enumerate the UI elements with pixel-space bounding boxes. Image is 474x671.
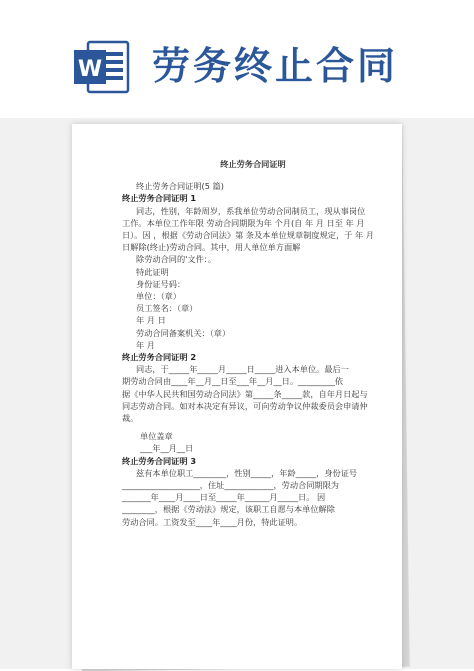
section1-line: 除劳动合同的'文件：。 [136,254,217,265]
section2-line: 同志劳动合同。如对本决定有异议，可向劳动争议仲裁委员会申请仲 [122,400,368,411]
section2-line: 期劳动合同由____年__月__日至___年__月__日。_________依 [122,376,344,387]
section-heading-1: 终止劳务合同证明 1 [122,193,197,204]
section-heading-3: 终止劳务合同证明 3 [122,455,197,466]
section3-line: 兹有本单位职工________，性别_____，年龄_____，身份证号 [136,467,358,478]
section2-line: 裁。 [122,413,139,424]
section1-line: 年 月 日 [136,315,166,326]
section3-line: 劳动合同。工资发至____年____月份，特此证明。 [122,516,303,527]
section3-line: ________，根据《劳动法》规定，该职工自愿与本单位解除 [122,504,335,515]
section1-line: 身份证号码： [136,278,186,289]
section1-line: 日）。因 ，根据《劳动合同法》第 条及本单位规章制度规定，于 年 月 [122,230,374,241]
page-title: 劳务终止合同 [152,44,399,88]
section2-line: 同志，于_____年_____月_____日_____进入本单位。最后一 [136,364,349,375]
word-icon [72,38,130,96]
section1-line: 工作。本单位工作年限 劳动合同期限为年 个月(自 年 月 日至 年 月 [122,217,365,228]
section3-line: ___________________，住址____________，劳动合同期限为 [122,480,339,491]
section3-line: _______年____月____日至_____年______月_____日。 因 [122,492,326,503]
section1-line: 员工签名：（章） [136,303,198,314]
document-page [72,124,402,669]
document-title: 终止劳务合同证明 [220,159,286,169]
section-heading-2: 终止劳务合同证明 2 [122,352,197,363]
section1-line: 单位：（章） [136,291,182,302]
app-header [0,0,474,118]
section1-line: 特此证明 [136,266,169,277]
document-content [122,158,384,528]
section2-line: 单位盖章 [140,431,173,442]
document-subtitle: 终止劳务合同证明(5 篇) [136,181,224,192]
svg-text:W: W [77,57,103,82]
section2-line: 据《中华人民共和国劳动合同法》第_____条_____款，自年月日起与 [122,388,368,399]
section2-line: ___年__月__日 [140,443,194,454]
section1-line: 劳动合同备案机关：（章） [136,327,231,338]
section1-line: 日解除(终止)劳动合同。其中，用人单位单方面解 [122,242,301,253]
section1-line: 年 月 [136,339,155,350]
section1-line: 同志，性别，年龄周岁，系我单位劳动合同制员工，现从事岗位 [136,205,366,216]
